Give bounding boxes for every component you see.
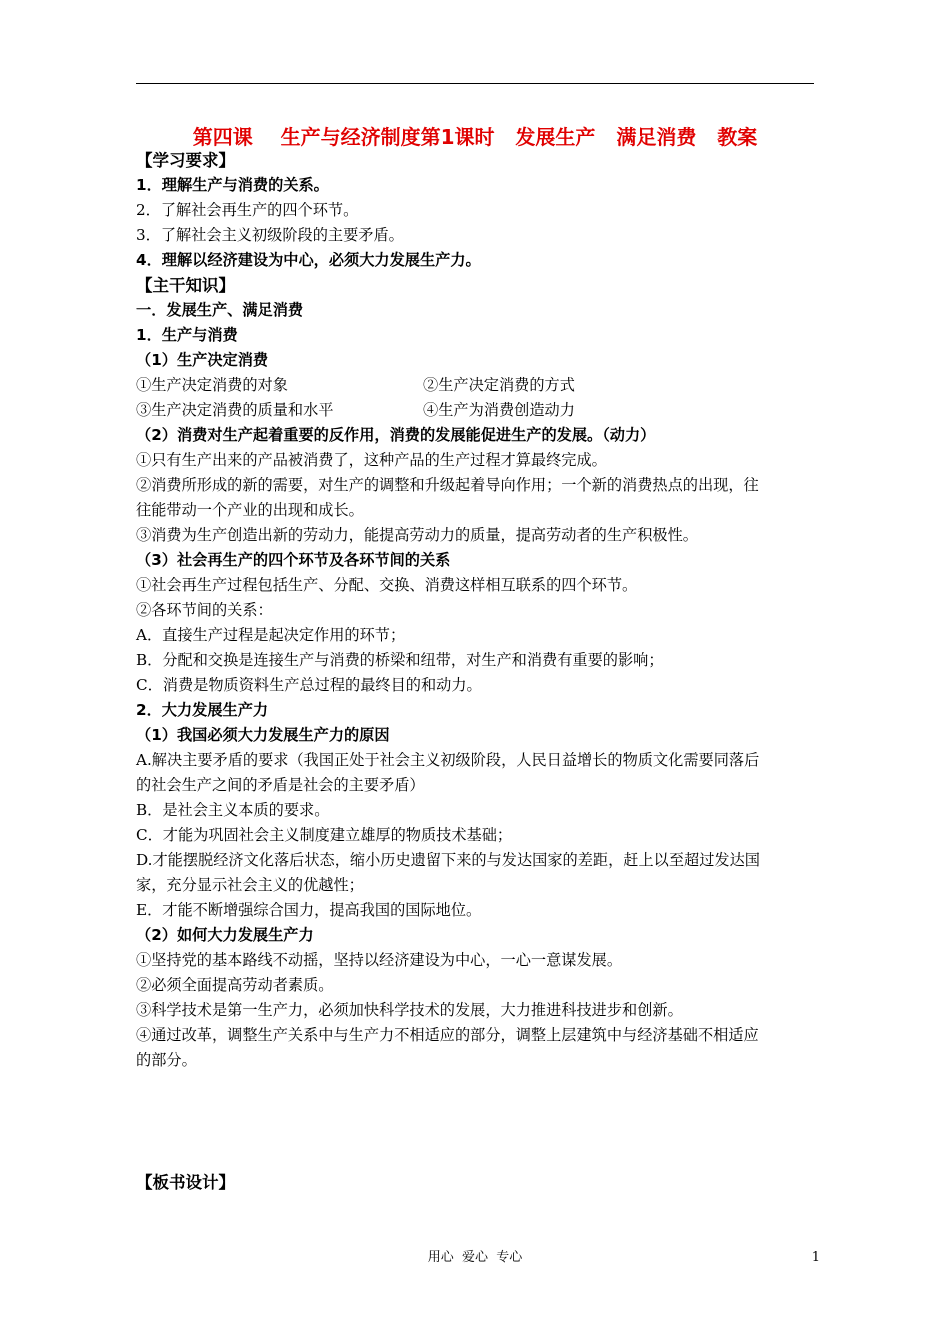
page-number: 1 <box>811 1250 820 1265</box>
bold-line: 1．生产与消费 <box>136 326 238 344</box>
text-line: E．才能不断增强综合国力，提高我国的国际地位。 <box>136 901 482 919</box>
right-column-text: ④生产为消费创造动力 <box>423 401 575 419</box>
text-line: B．分配和交换是连接生产与消费的桥梁和纽带，对生产和消费有重要的影响； <box>136 651 664 669</box>
text-line: 2．了解社会再生产的四个环节。 <box>136 201 359 219</box>
section-heading: 【主干知识】 <box>136 276 235 295</box>
bold-line: 2．大力发展生产力 <box>136 701 269 719</box>
document-title: 第四课 生产与经济制度第1课时 发展生产 满足消费 教案 <box>192 125 758 149</box>
text-line: 的部分。 <box>136 1051 197 1069</box>
text-line: ④通过改革，调整生产关系中与生产力不相适应的部分，调整上层建筑中与经济基础不相适应 <box>136 1026 759 1044</box>
header-rule <box>136 83 814 84</box>
section-heading: 【学习要求】 <box>136 151 235 170</box>
text-line: ③消费为生产创造出新的劳动力，能提高劳动力的质量，提高劳动者的生产积极性。 <box>136 526 698 544</box>
page-footer: 用心 爱心 专心 <box>427 1250 523 1265</box>
text-line: 家，充分显示社会主义的优越性； <box>136 876 364 894</box>
left-column-text: ①生产决定消费的对象 <box>136 376 288 394</box>
text-line: ①社会再生产过程包括生产、分配、交换、消费这样相互联系的四个环节。 <box>136 576 638 594</box>
right-column-text: ②生产决定消费的方式 <box>423 376 575 394</box>
text-line: 往能带动一个产业的出现和成长。 <box>136 501 364 519</box>
bold-line: （1）生产决定消费 <box>136 351 269 369</box>
two-column-line <box>136 373 818 398</box>
text-line: D.才能摆脱经济文化落后状态，缩小历史遗留下来的与发达国家的差距，赶上以至超过发达国 <box>136 851 760 869</box>
bold-line: （3）社会再生产的四个环节及各环节间的关系 <box>136 551 451 569</box>
text-line: ②各环节间的关系： <box>136 601 273 619</box>
text-line: ①坚持党的基本路线不动摇，坚持以经济建设为中心，一心一意谋发展。 <box>136 951 622 969</box>
bold-line: 4．理解以经济建设为中心，必须大力发展生产力。 <box>136 251 481 269</box>
text-line: B．是社会主义本质的要求。 <box>136 801 330 819</box>
board-design-heading: 【板书设计】 <box>136 1173 235 1192</box>
text-line: 3．了解社会主义初级阶段的主要矛盾。 <box>136 226 404 244</box>
text-line: 的社会生产之间的矛盾是社会的主要矛盾） <box>136 776 425 794</box>
text-line: ②消费所形成的新的需要，对生产的调整和升级起着导向作用；一个新的消费热点的出现，往 <box>136 476 759 494</box>
bold-line: （2）如何大力发展生产力 <box>136 926 314 944</box>
text-line: ②必须全面提高劳动者素质。 <box>136 976 334 994</box>
text-line: A.解决主要矛盾的要求（我国正处于社会主义初级阶段，人民日益增长的物质文化需要同落后 <box>136 751 760 769</box>
bold-line: （2）消费对生产起着重要的反作用，消费的发展能促进生产的发展。（动力） <box>136 426 656 444</box>
text-line: C．才能为巩固社会主义制度建立雄厚的物质技术基础； <box>136 826 513 844</box>
text-line: C．消费是物质资料生产总过程的最终目的和动力。 <box>136 676 482 694</box>
text-line: A．直接生产过程是起决定作用的环节； <box>136 626 406 644</box>
document-body <box>136 148 818 1073</box>
text-line: ①只有生产出来的产品被消费了，这种产品的生产过程才算最终完成。 <box>136 451 607 469</box>
left-column-text: ③生产决定消费的质量和水平 <box>136 401 334 419</box>
two-column-line <box>136 398 818 423</box>
bold-line: 1．理解生产与消费的关系。 <box>136 176 329 194</box>
text-line: ③科学技术是第一生产力，必须加快科学技术的发展，大力推进科技进步和创新。 <box>136 1001 683 1019</box>
bold-line: 一．发展生产、满足消费 <box>136 301 304 319</box>
bold-line: （1）我国必须大力发展生产力的原因 <box>136 726 390 744</box>
